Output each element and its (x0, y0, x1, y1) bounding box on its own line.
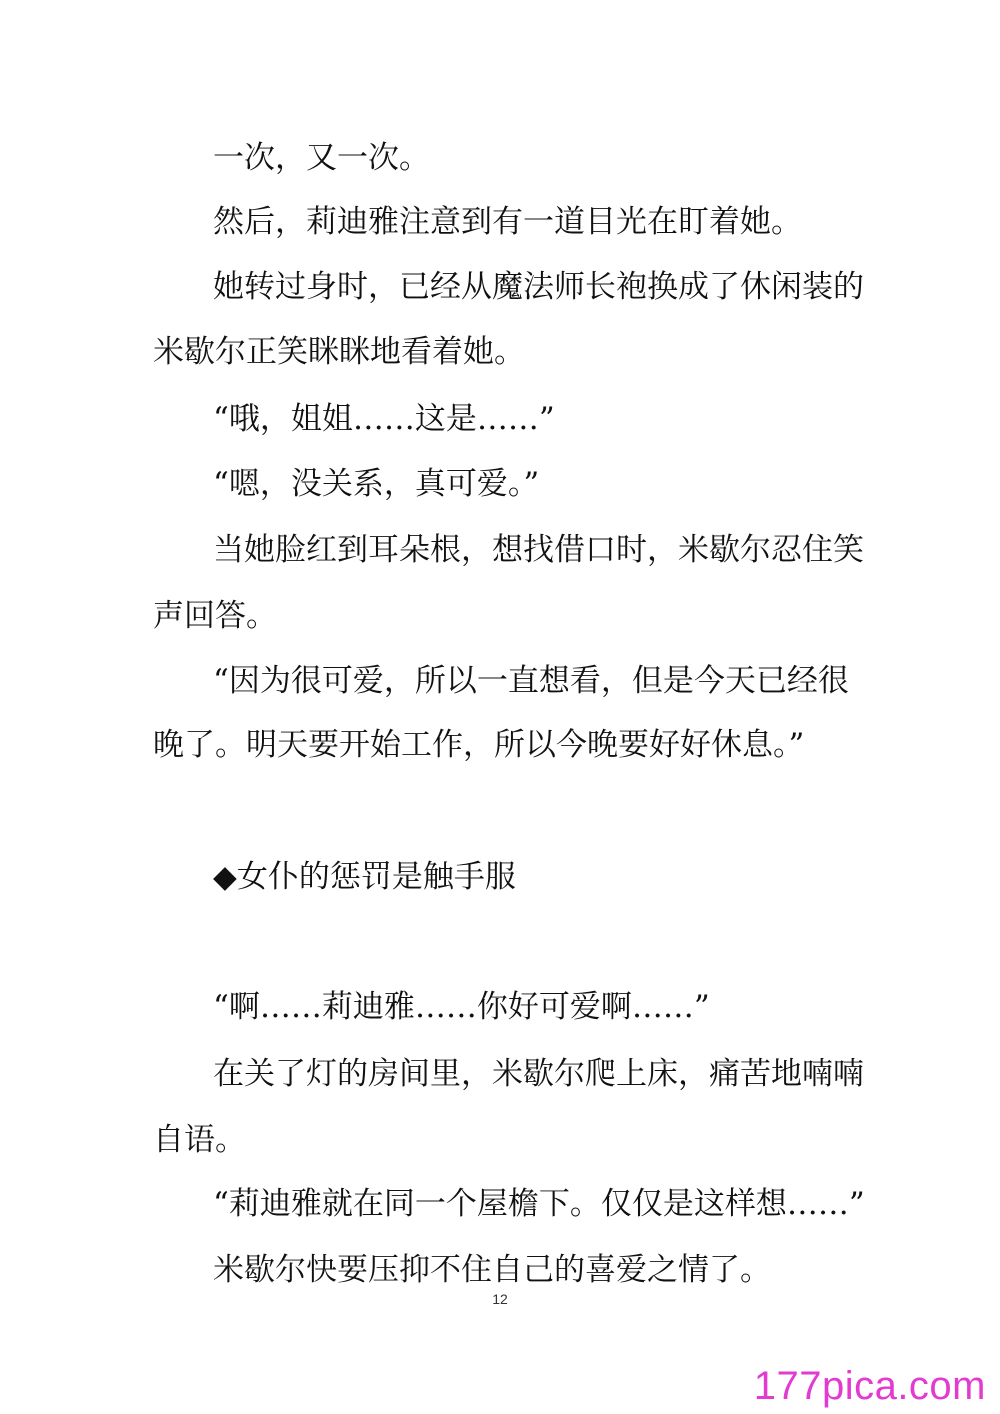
paragraph-line: 然后，莉迪雅注意到有一道目光在盯着她。 (213, 204, 802, 240)
paragraph-line: 米歇尔正笑眯眯地看着她。 (153, 334, 525, 370)
paragraph-line: 自语。 (153, 1122, 246, 1158)
section-heading: ◆女仆的惩罚是触手服 (213, 859, 516, 895)
page-number: 12 (492, 1291, 508, 1307)
dialogue-line: “哦，姐姐……这是……” (213, 401, 555, 437)
paragraph-line: 米歇尔快要压抑不住自己的喜爱之情了。 (213, 1252, 771, 1288)
dialogue-line: “因为很可爱，所以一直想看，但是今天已经很 (213, 663, 849, 699)
dialogue-line: “嗯，没关系，真可爱。” (213, 466, 540, 502)
paragraph-line: 当她脸红到耳朵根，想找借口时，米歇尔忍住笑 (213, 532, 864, 568)
paragraph-line: 声回答。 (153, 598, 277, 634)
watermark: 177pica.com (753, 1364, 986, 1408)
dialogue-line: 晚了。明天要开始工作，所以今晚要好好休息。” (153, 727, 805, 763)
paragraph-line: 她转过身时，已经从魔法师长袍换成了休闲装的 (213, 269, 864, 305)
paragraph-line: 在关了灯的房间里，米歇尔爬上床，痛苦地喃喃 (213, 1056, 864, 1092)
dialogue-line: “莉迪雅就在同一个屋檐下。仅仅是这样想……” (213, 1186, 865, 1222)
dialogue-line: “啊……莉迪雅……你好可爱啊……” (213, 989, 710, 1025)
paragraph-line: 一次，又一次。 (213, 140, 430, 176)
